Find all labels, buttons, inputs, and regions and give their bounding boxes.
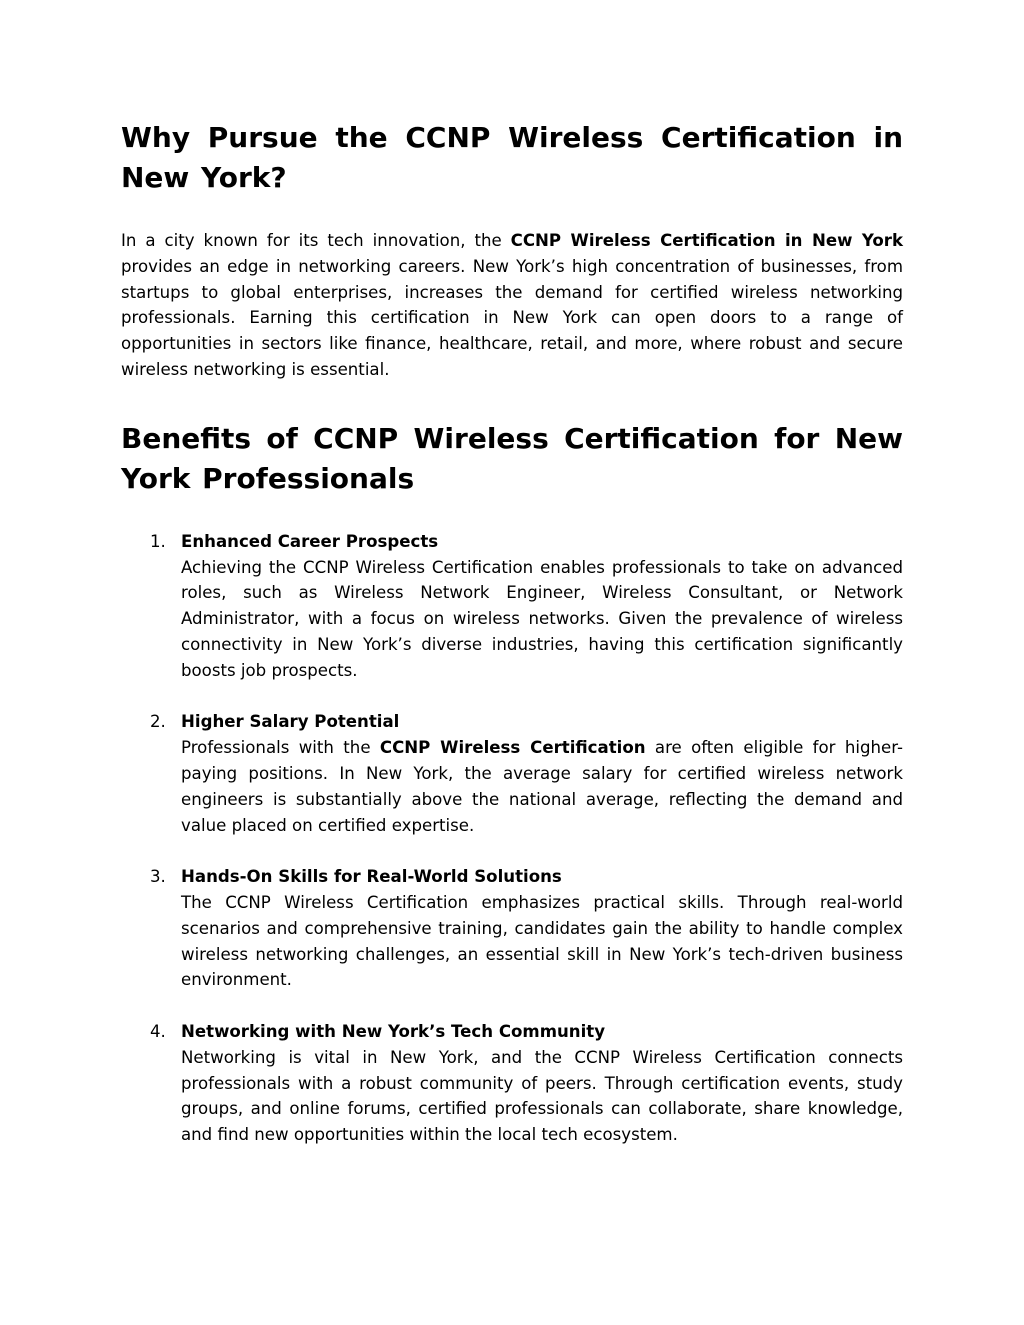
benefit-item-tech-community (121, 1019, 903, 1148)
benefit-title: Enhanced Career Prospects (181, 531, 439, 551)
benefit-item-career-prospects (121, 529, 903, 684)
intro-text-start: In a city known for its tech innovation, the (121, 231, 511, 250)
intro-paragraph (121, 228, 903, 383)
benefit-body: The CCNP Wireless Certification emphasizes practical skills. Through real-world scenarios and comprehensive training, candidates gain the ability to handle complex wireless networking challenges, an essential skill in New York’s tech-driven business environment. (181, 892, 903, 990)
benefit-item-salary-potential (121, 709, 903, 838)
benefit-item-hands-on-skills (121, 864, 903, 993)
benefit-title: Higher Salary Potential (181, 712, 400, 732)
benefit-body: Networking is vital in New York, and the CCNP Wireless Certification connects professionals with a robust community of peers. Through certification events, study groups, and online forums, certified professionals can collaborate, share knowledge, and find new opportunities within the local tech ecosystem. (181, 1047, 903, 1145)
benefit-body-bold: CCNP Wireless Certification (379, 738, 646, 758)
section-heading-benefits: Benefits of CCNP Wireless Certification for New York Professionals (121, 421, 903, 495)
intro-bold-phrase: CCNP Wireless Certification in New York (510, 231, 903, 250)
intro-text-end: provides an edge in networking careers. New York’s high concentration of businesses, from startups to global enterprises, increases the demand for certified wireless networking professionals. Earning this certification in New York can open doors to a range of opportunities in sectors like finance, healthcare, retail, and more, where robust and secure wireless networking is essential. (121, 256, 903, 379)
benefit-body-end: are often eligible for higher-paying positions. In New York, the average salary for certified wireless network engineers is substantially above the national average, reflecting the demand and value placed on certified expertise. (181, 738, 903, 835)
list-number: 4. (150, 1021, 166, 1041)
benefit-body-start: Professionals with the (181, 738, 380, 758)
list-number: 2. (150, 712, 166, 732)
benefit-body: Achieving the CCNP Wireless Certification enables professionals to take on advanced roles, such as Wireless Network Engineer, Wireless Consultant, or Network Administrator, with a focus on wireless networks. Given the prevalence of wireless connectivity in New York’s diverse industries, having this certification significantly boosts job prospects. (181, 557, 903, 680)
section-heading-why-pursue: Why Pursue the CCNP Wireless Certification in New York? (121, 121, 903, 194)
benefit-title: Hands-On Skills for Real-World Solutions (181, 867, 562, 887)
list-number: 3. (150, 867, 166, 887)
list-number: 1. (150, 531, 166, 551)
benefit-title: Networking with New York’s Tech Community (181, 1021, 606, 1041)
benefit-body (181, 735, 903, 838)
document-page (121, 118, 903, 1174)
benefits-list (121, 529, 903, 1148)
